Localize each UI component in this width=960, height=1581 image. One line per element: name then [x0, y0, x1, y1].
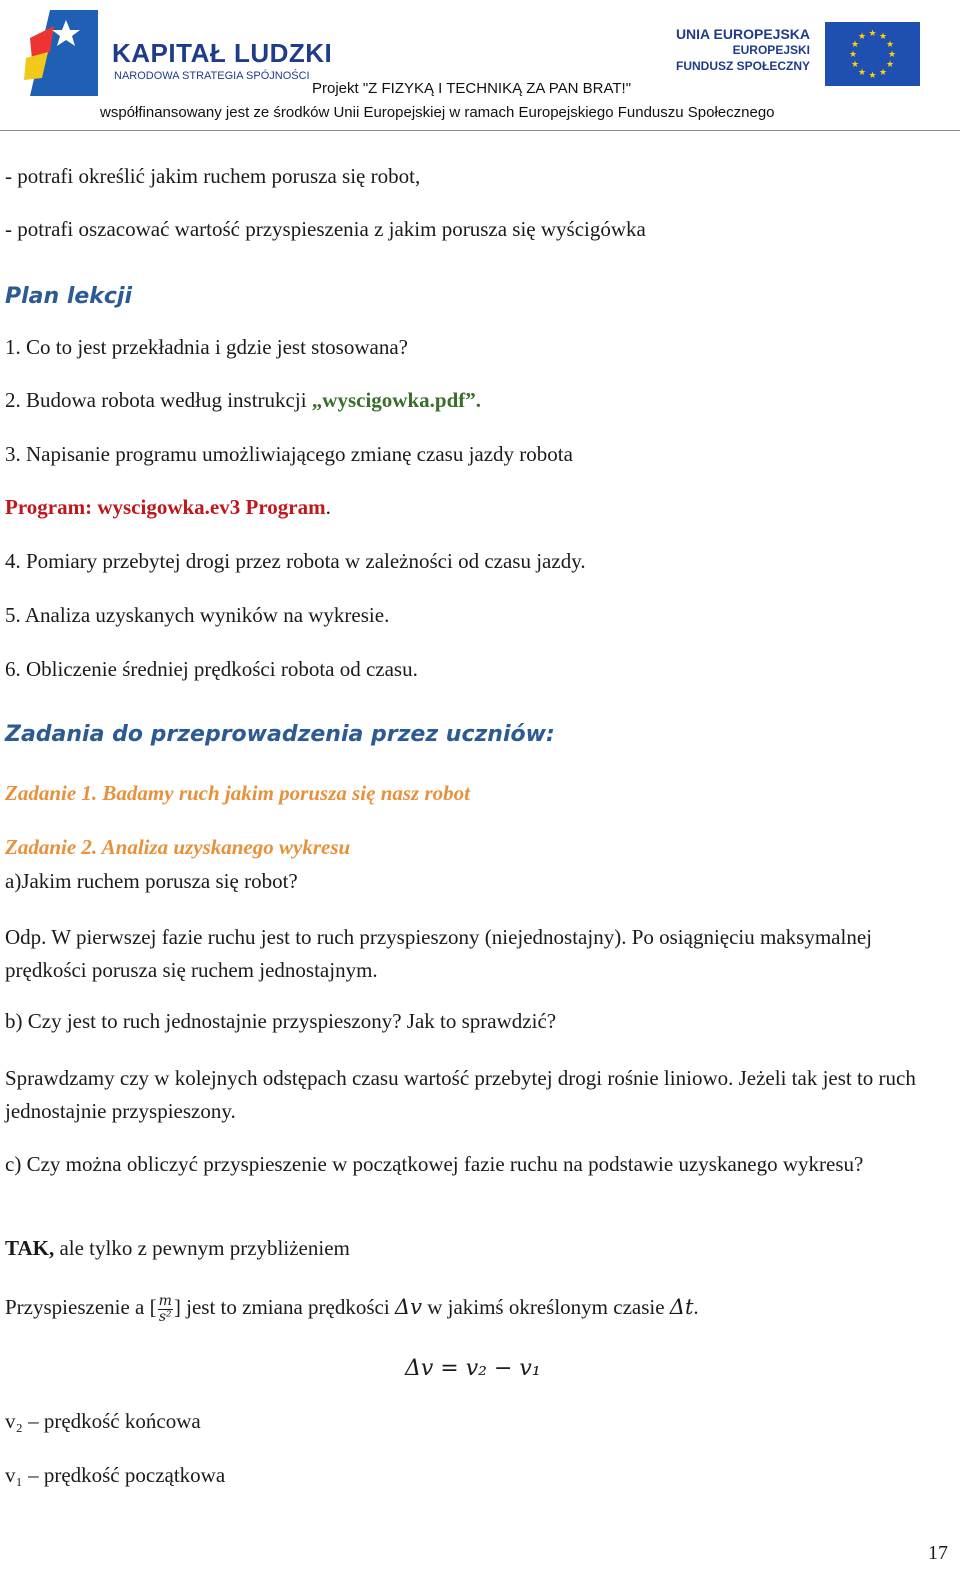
- accel-prefix: Przyspieszenie a [: [5, 1295, 157, 1319]
- question-b: b) Czy jest to ruch jednostajnie przyspieszony? Jak to sprawdzić?: [5, 1009, 557, 1033]
- acceleration-definition: [5, 1290, 699, 1325]
- page-header: [0, 0, 960, 135]
- answer-c: [5, 1235, 350, 1261]
- accel-unit-numerator: m: [158, 1292, 172, 1309]
- tasks-heading: Zadania do przeprowadzenia przez uczniów:: [5, 722, 555, 747]
- delta-v-symbol: Δv: [394, 1295, 422, 1319]
- svg-text:★: ★: [887, 50, 897, 60]
- plan-item-5: 5. Analiza uzyskanych wyników na wykresie.: [5, 603, 390, 627]
- program-file-name: Program: wyscigowka.ev3 Program: [5, 495, 326, 519]
- v1-label: v₁ – prędkość początkowa: [5, 1463, 226, 1487]
- svg-text:★: ★: [885, 40, 895, 50]
- plan-heading: Plan lekcji: [5, 284, 133, 309]
- plan-item-6: 6. Obliczenie średniej prędkości robota od czasu.: [5, 657, 418, 681]
- svg-text:★: ★: [857, 32, 867, 42]
- accel-end: .: [693, 1295, 699, 1319]
- kapital-ludzki-emblem-icon: [20, 8, 100, 98]
- plan-item-4: 4. Pomiary przebytej drogi przez robota w zależności od czasu jazdy.: [5, 549, 586, 573]
- accel-unit-denominator: s²: [158, 1308, 172, 1325]
- program-dot: .: [325, 495, 331, 519]
- svg-text:★: ★: [868, 29, 877, 39]
- answer-c-text: ale tylko z pewnym przybliżeniem: [54, 1236, 350, 1260]
- kapital-ludzki-logo: [20, 8, 333, 98]
- eu-fund-line1: EUROPEJSKI: [732, 43, 810, 57]
- svg-text:★: ★: [848, 50, 858, 60]
- answer-a: Odp. W pierwszej fazie ruchu jest to ruch przyspieszony (niejednostajny). Po osiągnięciu maksymalnej prędkości porusza się ruchem jednostajnym.: [5, 925, 872, 982]
- task-1: Zadanie 1. Badamy ruch jakim porusza się nasz robot: [5, 781, 470, 805]
- eu-title: UNIA EUROPEJSKA: [675, 26, 810, 42]
- delta-t-symbol: Δt: [669, 1295, 694, 1319]
- plan-item-2: [5, 387, 481, 413]
- svg-text:★: ★: [878, 68, 888, 78]
- svg-text:★: ★: [878, 32, 888, 42]
- page-number: 17: [928, 1542, 948, 1564]
- kapital-ludzki-subtitle: NARODOWA STRATEGIA SPÓJNOŚCI: [114, 70, 310, 82]
- header-divider: [0, 130, 960, 131]
- velocity-change-formula: Δv = v₂ − v₁: [405, 1356, 541, 1381]
- svg-text:★: ★: [857, 68, 867, 78]
- instruction-file-name: „wyscigowka.pdf”.: [311, 388, 481, 412]
- plan-item-2-text: 2. Budowa robota według instrukcji: [5, 388, 312, 412]
- svg-text:★: ★: [850, 60, 860, 70]
- svg-text:★: ★: [885, 60, 895, 70]
- accel-unit-fraction: [158, 1294, 173, 1325]
- v2-label: v₂ – prędkość końcowa: [5, 1409, 201, 1433]
- kapital-ludzki-title: KAPITAŁ LUDZKI: [112, 38, 333, 68]
- cofinancing-note: współfinansowany jest ze środków Unii Europejskiej w ramach Europejskiego Funduszu Społecznego: [100, 104, 775, 121]
- project-name: Projekt "Z FIZYKĄ I TECHNIKĄ ZA PAN BRAT!": [312, 80, 632, 97]
- question-a: a)Jakim ruchem porusza się robot?: [5, 869, 298, 893]
- accel-mid2: w jakimś określonym czasie: [421, 1295, 670, 1319]
- eu-logo-text: [676, 26, 810, 74]
- eu-fund-line2: FUNDUSZ SPOŁECZNY: [675, 59, 810, 73]
- plan-item-1: 1. Co to jest przekładnia i gdzie jest stosowana?: [5, 335, 408, 359]
- answer-c-yes: TAK,: [5, 1236, 55, 1260]
- svg-text:★: ★: [868, 71, 877, 81]
- question-c: c) Czy można obliczyć przyspieszenie w początkowej fazie ruchu na podstawie uzyskanego wykresu?: [5, 1152, 864, 1176]
- accel-mid: ] jest to zmiana prędkości: [173, 1295, 395, 1319]
- goal-2: - potrafi oszacować wartość przyspieszenia z jakim porusza się wyścigówka: [5, 217, 646, 241]
- svg-text:★: ★: [850, 40, 860, 50]
- task-2: Zadanie 2. Analiza uzyskanego wykresu: [5, 835, 351, 859]
- eu-flag-icon: [825, 22, 920, 86]
- goal-1: - potrafi określić jakim ruchem porusza się robot,: [5, 164, 421, 188]
- answer-b: Sprawdzamy czy w kolejnych odstępach czasu wartość przebytej drogi rośnie liniowo. Jeżeli tak jest to ruch jednostajnie przyspieszony.: [5, 1066, 916, 1123]
- plan-item-3: 3. Napisanie programu umożliwiającego zmianę czasu jazdy robota: [5, 442, 573, 466]
- program-line: [5, 494, 331, 520]
